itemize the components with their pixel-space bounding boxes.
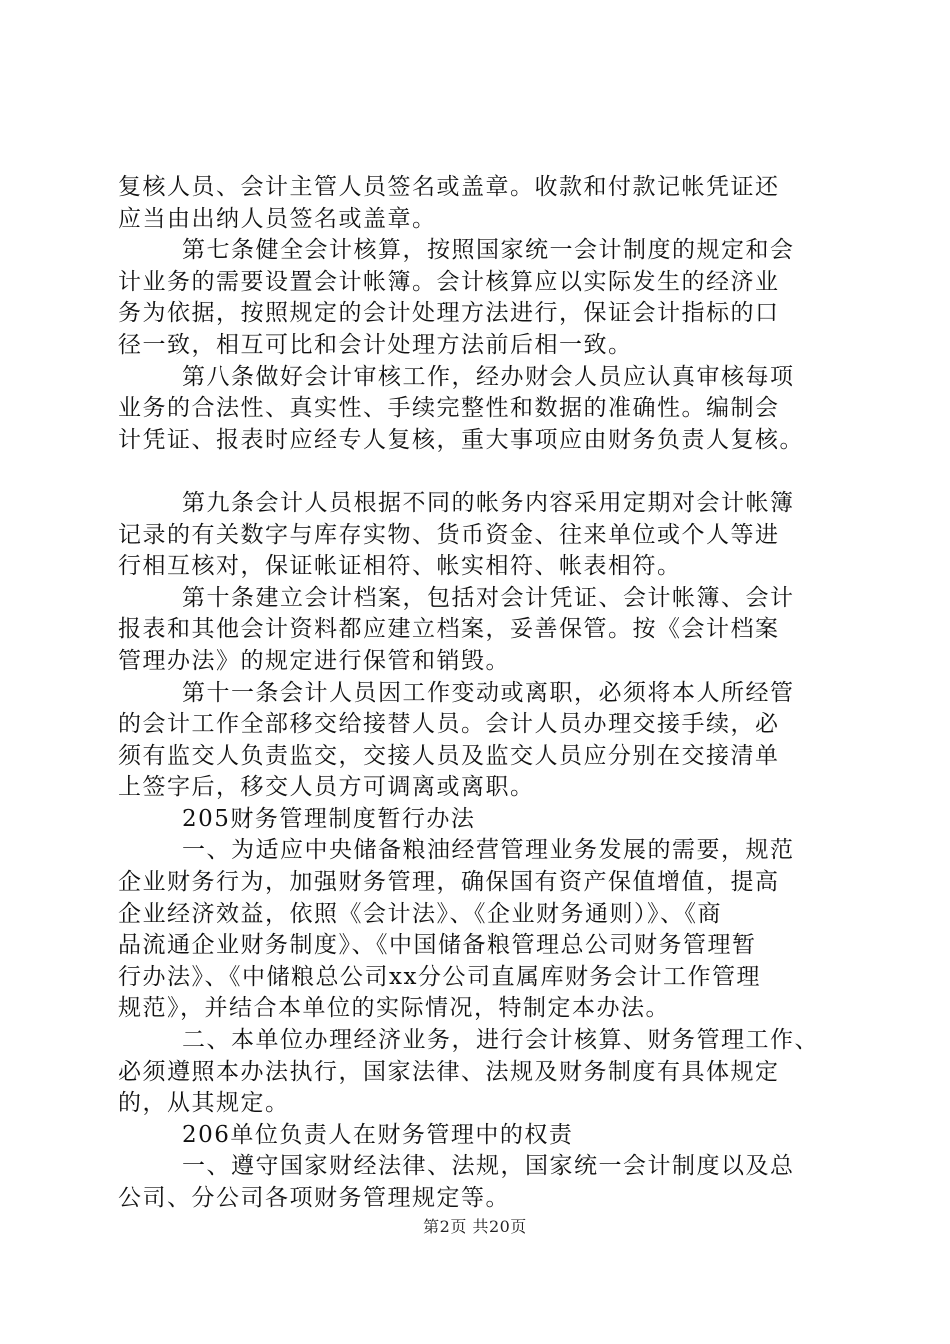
text-line: 必须遵照本办法执行，国家法律、法规及财务制度有具体规定 <box>118 1058 780 1085</box>
text-line: 公司、分公司各项财务管理规定等。 <box>118 1185 510 1211</box>
text-line: 的，从其规定。 <box>118 1090 290 1117</box>
text-line: 企业经济效益，依照《会计法》、《企业财务通则）》、《商 <box>118 900 722 927</box>
text-line: 业务的合法性、真实性、手续完整性和数据的准确性。编制会 <box>118 395 780 422</box>
text-line: 计业务的需要设置会计帐簿。会计核算应以实际发生的经济业 <box>118 268 780 295</box>
article-10-paragraph: 第十条建立会计档案，包括对会计凭证、会计帐簿、会计 <box>182 584 795 611</box>
section-206-item-1: 一、遵守国家财经法律、法规，国家统一会计制度以及总 <box>182 1153 795 1180</box>
text-line: 复核人员、会计主管人员签名或盖章。收款和付款记帐凭证还 <box>118 174 780 200</box>
text-line: 规范》，并结合本单位的实际情况，特制定本办法。 <box>118 995 670 1022</box>
article-11-paragraph: 第十一条会计人员因工作变动或离职，必须将本人所经管 <box>182 679 795 706</box>
section-205-item-2: 二、本单位办理经济业务，进行会计核算、财务管理工作、 <box>182 1027 819 1054</box>
text-line: 行办法》、《中储粮总公司xx分公司直属库财务会计工作管理 <box>118 963 761 990</box>
text-line: 务为依据，按照规定的会计处理方法进行，保证会计指标的口 <box>118 300 780 327</box>
text-line: 管理办法》的规定进行保管和销毁。 <box>118 647 510 674</box>
text-line: 报表和其他会计资料都应建立档案，妥善保管。按《会计档案 <box>118 616 780 643</box>
text-line: 计凭证、报表时应经专人复核，重大事项应由财务负责人复核。 <box>118 426 804 453</box>
text-line: 径一致，相互可比和会计处理方法前后相一致。 <box>118 331 633 358</box>
text-line: 应当由出纳人员签名或盖章。 <box>118 205 437 232</box>
section-heading-206: 206单位负责人在财务管理中的权责 <box>182 1121 574 1148</box>
text-line: 品流通企业财务制度》、《中国储备粮管理总公司财务管理暂 <box>118 932 757 959</box>
text-line: 上签字后，移交人员方可调离或离职。 <box>118 774 535 801</box>
paragraph-spacer <box>118 456 838 488</box>
text-line: 行相互核对，保证帐证相符、帐实相符、帐表相符。 <box>118 553 682 580</box>
article-9-paragraph: 第九条会计人员根据不同的帐务内容采用定期对会计帐簿 <box>182 489 795 516</box>
section-heading-205: 205财务管理制度暂行办法 <box>182 805 476 832</box>
section-205-item-1: 一、为适应中央储备粮油经营管理业务发展的需要，规范 <box>182 837 795 864</box>
text-line: 企业财务行为，加强财务管理，确保国有资产保值增值，提高 <box>118 869 780 896</box>
document-body <box>118 172 838 1215</box>
text-line: 的会计工作全部移交给接替人员。会计人员办理交接手续，必 <box>118 711 780 738</box>
text-line: 须有监交人负责监交，交接人员及监交人员应分别在交接清单 <box>118 742 780 769</box>
text-line: 记录的有关数字与库存实物、货币资金、往来单位或个人等进 <box>118 521 780 548</box>
article-8-paragraph: 第八条做好会计审核工作，经办财会人员应认真审核每项 <box>182 363 795 390</box>
page-number-footer: 第2页 共20页 <box>423 1217 527 1236</box>
article-7-paragraph: 第七条健全会计核算，按照国家统一会计制度的规定和会 <box>182 237 795 264</box>
